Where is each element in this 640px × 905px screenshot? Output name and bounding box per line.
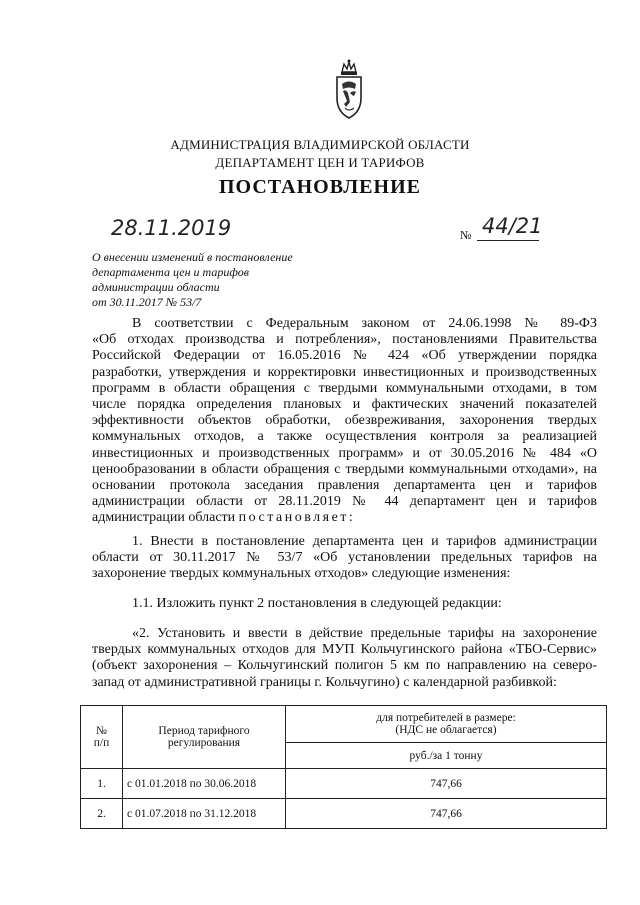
header-text: (НДС не облагается) [395,724,497,736]
table-header-row [81,706,607,743]
handwritten-number: 44/21 [482,214,543,238]
text-line: области от 30.11.2017 № 53/7 «Об установлении предельных тарифов на [92,550,597,566]
number-label: № [460,228,472,242]
coat-of-arms-icon [329,58,369,122]
header-text: п/п [93,737,110,749]
row-number: 2. [81,799,123,829]
subject-line: департамента цен и тарифов [92,265,249,279]
column-header-period [123,706,286,769]
text-line: «2. Установить и ввести в действие предельные тарифы на захоронение [132,626,597,641]
header-text: № [96,725,107,737]
header-text: для потребителей в размере: [376,712,516,724]
resolves-word: постановляет: [238,510,356,526]
item-2-paragraph [92,626,597,691]
text-line: 1.1. Изложить пункт 2 постановления в следующей редакции: [132,596,502,611]
text-line: администрации области от 28.11.2019 № 44 департамент цен и тарифов [92,494,597,510]
text-line: Российской Федерации от 16.05.2016 № 424 «Об утверждении порядка [92,348,597,364]
text-line: твердых коммунальных отходов для МУП Кольчугинского района «ТБО-Сервис» [92,642,597,658]
number-underline [477,240,539,241]
header-text: регулирования [167,737,241,749]
row-period: с 01.07.2018 по 31.12.2018 [123,799,286,829]
text-line: запад от административной границы г. Кольчугино) с календарной разбивкой: [92,674,557,690]
text-line: программ в области обращения с твердыми коммунальными отходами, в том [92,380,597,396]
text-line: основании протокола заседания правления департамента цен и тарифов [92,478,597,494]
row-value: 747,66 [286,769,607,799]
text-line: ценообразовании в области обращения с твердыми коммунальными отходами», на [92,461,597,477]
row-value: 747,66 [286,799,607,829]
item-1-paragraph [92,534,597,583]
text-line: разработки, утверждения и корректировки инвестиционных и производственных [92,364,597,380]
department-name: ДЕПАРТАМЕНТ ЦЕН И ТАРИФОВ [215,155,425,170]
subject-line: от 30.11.2017 № 53/7 [92,295,202,309]
row-period: с 01.01.2018 по 30.06.2018 [123,769,286,799]
text-line: (объект захоронения – Кольчугинский полигон 5 км по направлению на северо- [92,658,597,674]
text-line: числе порядка определения плановых и фактических значений показателей [92,397,597,413]
header-text: Период тарифного [158,725,250,737]
column-header-number [81,706,123,769]
text-line [92,510,597,526]
column-header-unit: руб./за 1 тонну [286,743,607,769]
text-line: 1. Внести в постановление департамента цен и тарифов администрации [132,534,597,549]
subject-line: администрации области [92,280,220,294]
text-line: инвестиционных и производственных программ» и от 30.05.2016 № 484 «О [92,445,597,461]
tariff-table [80,705,607,829]
item-1-1-paragraph [92,596,597,612]
preamble-paragraph [92,316,597,527]
text-line: захоронение твердых коммунальных отходов» следующие изменения: [92,566,511,582]
org-name: АДМИНИСТРАЦИЯ ВЛАДИМИРСКОЙ ОБЛАСТИ [170,137,470,152]
handwritten-date: 28.11.2019 [111,216,232,240]
row-number: 1. [81,769,123,799]
text-line: эффективности объектов обработки, обезвреживания, захоронения твердых [92,413,597,429]
text-line: «Об отходах производства и потребления», постановлениями Правительства [92,332,597,348]
text-fragment: администрации области [92,510,236,526]
document-subject [92,250,293,310]
subject-line: О внесении изменений в постановление [92,250,293,264]
text-line: коммунальных отходов, а также осуществления контроля за реализацией [92,429,597,445]
text-line: В соответствии с Федеральным законом от 24.06.1998 № 89-ФЗ [132,316,597,331]
column-header-consumers [286,706,607,743]
table-row [81,769,607,799]
document-title: ПОСТАНОВЛЕНИЕ [219,176,421,198]
table-row [81,799,607,829]
